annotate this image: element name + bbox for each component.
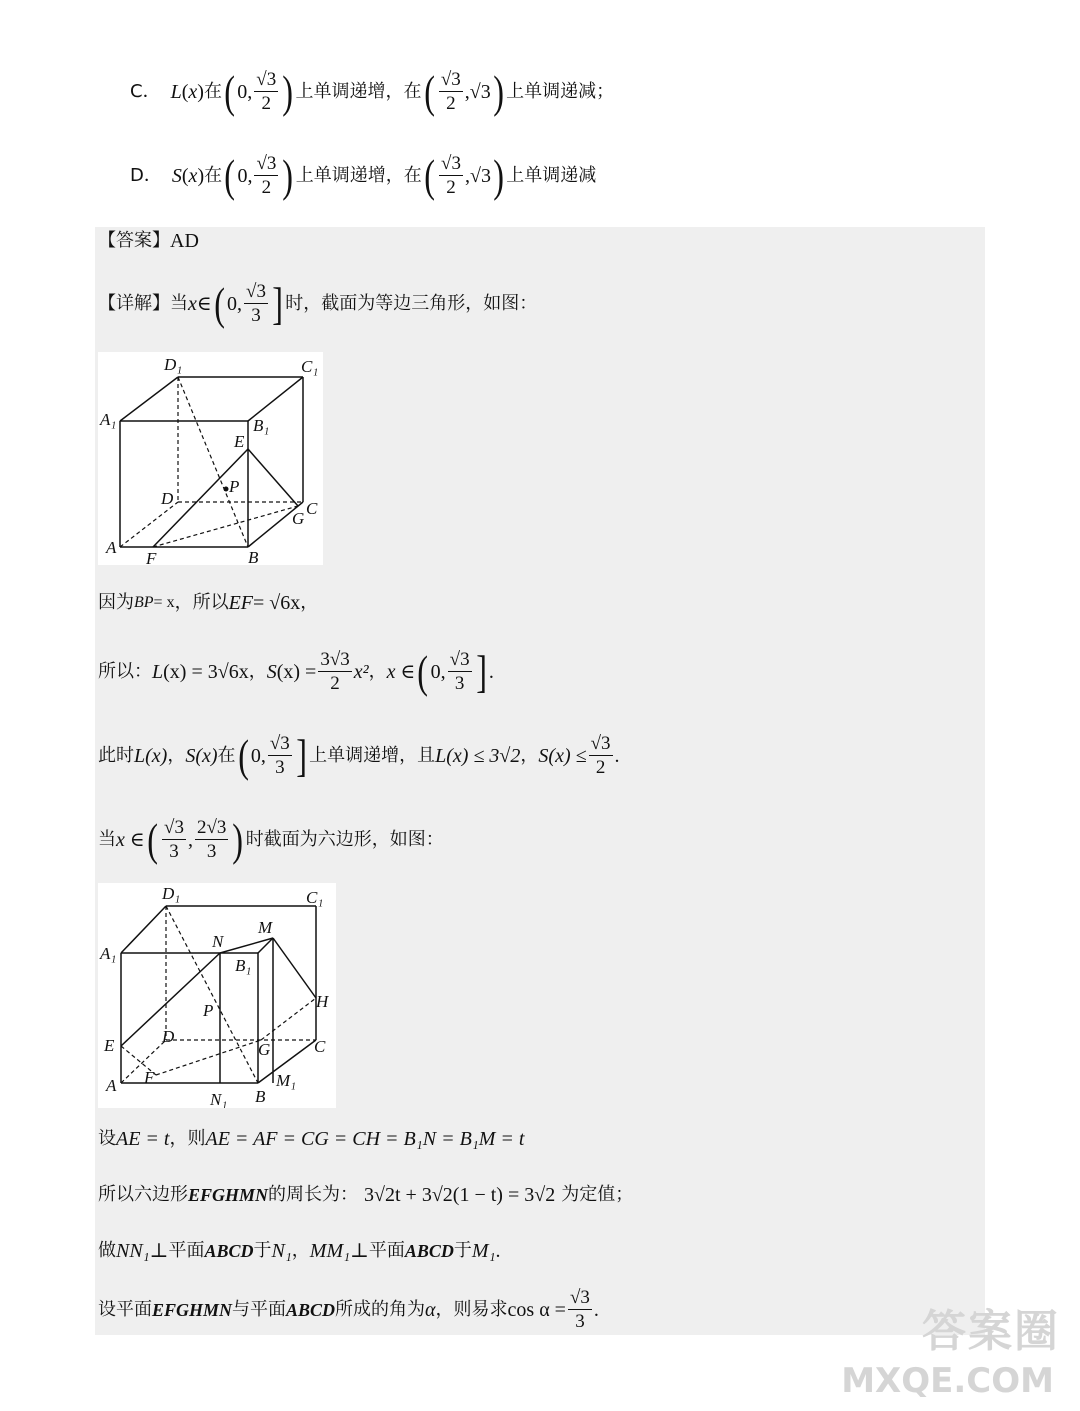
expr: MM₁ xyxy=(309,1240,351,1262)
option-label: D． xyxy=(130,165,162,186)
symbol: ⊥ xyxy=(149,1240,169,1262)
expr: (x) = 3√6x xyxy=(163,661,249,683)
option-label: C． xyxy=(130,81,161,102)
watermark-logo: 答案圈 xyxy=(922,1306,1060,1357)
expr: S(x) ≤ xyxy=(538,745,587,767)
label-c: C xyxy=(306,499,318,518)
text: ，所以 xyxy=(174,592,229,613)
interval-left: 0, xyxy=(430,661,446,683)
interval-right: ,√3 xyxy=(464,81,491,103)
text: 在 xyxy=(204,165,223,186)
fraction: $\frac{√3}{2}$ xyxy=(256,69,277,114)
label-h: H xyxy=(316,992,329,1011)
expr: L(x) ≤ 3√2 xyxy=(435,745,521,767)
label-c: C xyxy=(314,1037,326,1056)
text: 为定值； xyxy=(561,1184,634,1205)
label-e: E xyxy=(234,432,245,451)
label-a1: A₁ xyxy=(100,410,117,429)
func: S xyxy=(266,661,277,683)
text: 因为 xyxy=(98,592,134,613)
watermark-url: MXQE.COM xyxy=(841,1361,1054,1401)
expr: (x) = xyxy=(276,661,317,683)
detail-line-2 xyxy=(98,588,498,618)
expr: NN₁ xyxy=(116,1240,150,1262)
expr: = √6x xyxy=(253,592,301,614)
text: 于 xyxy=(453,1240,472,1261)
func-arg: x xyxy=(188,81,198,103)
detail-tag: 【详解】 xyxy=(98,293,170,314)
text: 上单调递增，在 xyxy=(295,165,422,186)
option-d: D． S ( x ) 在 ( 0, $\frac{√3}{2}$ ) 上单调递增，在 ( $\frac{√3}{2}$ ,√3 ) 上单调递减 xyxy=(130,149,597,201)
text: 当 xyxy=(170,293,188,314)
expr: M₁ xyxy=(471,1240,496,1262)
expr: ABCD xyxy=(404,1241,454,1261)
cube-diagram-1 xyxy=(98,352,323,565)
answer-value: AD xyxy=(170,230,199,252)
cube-diagram-2 xyxy=(98,883,336,1108)
label-p: P xyxy=(229,477,240,496)
var: BP xyxy=(134,594,154,611)
fraction: $\frac{√3}{2}$ xyxy=(590,733,611,778)
expr: L(x) xyxy=(134,745,168,767)
text: 设 xyxy=(98,1128,116,1149)
text: 设平面 xyxy=(98,1299,152,1320)
text: 上单调递减； xyxy=(506,81,615,102)
answer-tag: 【答案】 xyxy=(98,230,170,251)
fraction: $\frac{√3}{2}$ xyxy=(440,69,461,114)
detail-line-7 xyxy=(98,1180,698,1210)
text: 所以： xyxy=(98,661,152,682)
expr: x² xyxy=(353,661,369,683)
interval-left: 0, xyxy=(250,745,266,767)
expr: S(x) xyxy=(185,745,218,767)
func-arg: x xyxy=(188,165,198,187)
figure-2-cube-hexagon xyxy=(98,883,336,1108)
label-n1: N₁ xyxy=(210,1090,228,1108)
hexagon-name: EFGHMN xyxy=(188,1185,269,1205)
label-p: P xyxy=(203,1001,214,1020)
text: ， xyxy=(520,745,539,766)
expr: AE = AF = CG = CH = B₁N = B₁M = t xyxy=(205,1128,525,1150)
expr: x ∈ xyxy=(386,661,416,683)
text: 与平面 xyxy=(232,1299,287,1320)
text: 做 xyxy=(98,1240,116,1261)
expr: = x xyxy=(153,594,175,611)
label-d: D xyxy=(162,1027,175,1046)
label-a1: A₁ xyxy=(100,944,117,963)
label-d1: D₁ xyxy=(162,884,181,903)
fraction: $\frac{√3}{3}$ xyxy=(449,649,470,694)
interval-left: 0, xyxy=(237,165,253,187)
fraction: $\frac{√3}{2}$ xyxy=(256,153,277,198)
func-name: L xyxy=(170,81,182,103)
label-c1: C₁ xyxy=(306,888,324,907)
fraction: $\frac{√3}{3}$ xyxy=(246,281,266,326)
label-a: A xyxy=(106,1076,117,1095)
text: 上单调递减 xyxy=(506,165,597,186)
detail-line-9 xyxy=(98,1282,698,1338)
label-d: D xyxy=(161,489,174,508)
fraction: $\frac{√3}{3}$ xyxy=(269,733,290,778)
detail-line-5: 当 x ∈ ( $\frac{√3}{3}$ , $\frac{2√3}{3}$ ) 时截面为六边形，如图： xyxy=(98,813,444,865)
text: 上单调递增，且 xyxy=(309,745,436,766)
label-m1: M₁ xyxy=(276,1071,297,1090)
label-f: F xyxy=(144,1068,155,1087)
fraction: $\frac{2√3}{3}$ xyxy=(196,817,227,862)
text: . xyxy=(488,661,494,683)
label-b: B xyxy=(255,1087,266,1106)
label-d1: D₁ xyxy=(164,355,183,374)
fraction: $\frac{3√3}{2}$ xyxy=(320,649,350,694)
label-g: G xyxy=(258,1040,271,1059)
expr: AE = t xyxy=(116,1128,170,1150)
text: 在 xyxy=(203,81,222,102)
expr: EFGHMN xyxy=(152,1300,233,1320)
figure-1-cube-triangle xyxy=(98,352,323,565)
label-f: F xyxy=(146,549,157,565)
label-a: A xyxy=(106,538,117,557)
label-b1: B₁ xyxy=(253,416,270,435)
text: ， xyxy=(368,661,387,682)
text: 时，截面为等边三角形，如图： xyxy=(285,293,538,314)
fraction: $\frac{√3}{2}$ xyxy=(441,153,461,198)
detail-line-1: 【详解】 当 x ∈ ( 0, $\frac{√3}{3}$ ] 时，截面为等边三角形，如图： xyxy=(98,277,538,329)
label-n: N xyxy=(212,932,224,951)
option-c: C． L ( x ) 在 ( 0, $\frac{√3}{2}$ ) 上单调递增，在 ( $\frac{√3}{2}$ ,√3 ) 上单调递减； xyxy=(130,65,615,117)
text: ，则易求 xyxy=(435,1299,508,1320)
detail-line-8 xyxy=(98,1236,698,1266)
text: . xyxy=(495,1240,501,1262)
label-b1: B₁ xyxy=(235,956,252,975)
text: 当 xyxy=(98,829,116,850)
text: 所成的角为 xyxy=(335,1299,426,1320)
var: x xyxy=(188,293,197,315)
text: 上单调递增，在 xyxy=(295,81,422,102)
interval-right: ,√3 xyxy=(464,165,491,187)
func: L xyxy=(152,661,164,683)
interval-left: 0, xyxy=(237,81,253,103)
expr: ABCD xyxy=(286,1300,336,1320)
text: 时截面为六边形，如图： xyxy=(245,829,444,850)
text: ， xyxy=(291,1240,310,1261)
expr: N₁ xyxy=(271,1240,292,1262)
label-b: B xyxy=(248,548,259,565)
answer-line xyxy=(98,228,498,254)
expr: 3√2t + 3√2(1 − t) = 3√2 xyxy=(364,1184,556,1206)
detail-line-4: 此时 L(x) ， S(x) 在 ( 0, $\frac{√3}{3}$ ] 上单调递增，且 L(x) ≤ 3√2 ， S(x) ≤ $\frac{√3}{2}$ . xyxy=(98,729,620,781)
text: ，则 xyxy=(169,1128,206,1149)
label-e: E xyxy=(104,1036,115,1055)
text: 平面 xyxy=(368,1240,405,1261)
text: . xyxy=(614,745,620,767)
fraction: $\frac{√3}{3}$ xyxy=(164,817,184,862)
text: 所以六边形 xyxy=(98,1184,188,1205)
fraction: $\frac{√3}{3}$ xyxy=(569,1287,590,1332)
func-name: S xyxy=(171,165,182,187)
text: 此时 xyxy=(98,745,134,766)
detail-line-6 xyxy=(98,1124,658,1154)
text: 平面 xyxy=(168,1240,205,1261)
detail-line-3: 所以： L (x) = 3√6x ， S (x) = $\frac{3√3}{2}$ x² ， x ∈ ( 0, $\frac{√3}{3}$ ] . xyxy=(98,645,494,697)
expr: ABCD xyxy=(204,1241,254,1261)
interval-left: 0, xyxy=(227,293,243,315)
text: ， xyxy=(300,592,319,613)
expr: x ∈ xyxy=(116,829,145,851)
symbol: ⊥ xyxy=(350,1240,369,1262)
symbol: ∈ xyxy=(196,293,212,315)
angle-symbol: α xyxy=(425,1299,436,1321)
text: 于 xyxy=(253,1240,272,1261)
text: 在 xyxy=(217,745,236,766)
label-g: G xyxy=(292,509,305,528)
text: , xyxy=(187,829,193,851)
label-c1: C₁ xyxy=(301,357,319,376)
label-m: M xyxy=(258,918,273,937)
text: . xyxy=(593,1299,599,1321)
var: EF xyxy=(228,592,254,614)
expr: cos α = xyxy=(507,1299,566,1321)
text: ， xyxy=(248,661,267,682)
text: ， xyxy=(167,745,186,766)
text: 的周长为： xyxy=(268,1184,359,1205)
